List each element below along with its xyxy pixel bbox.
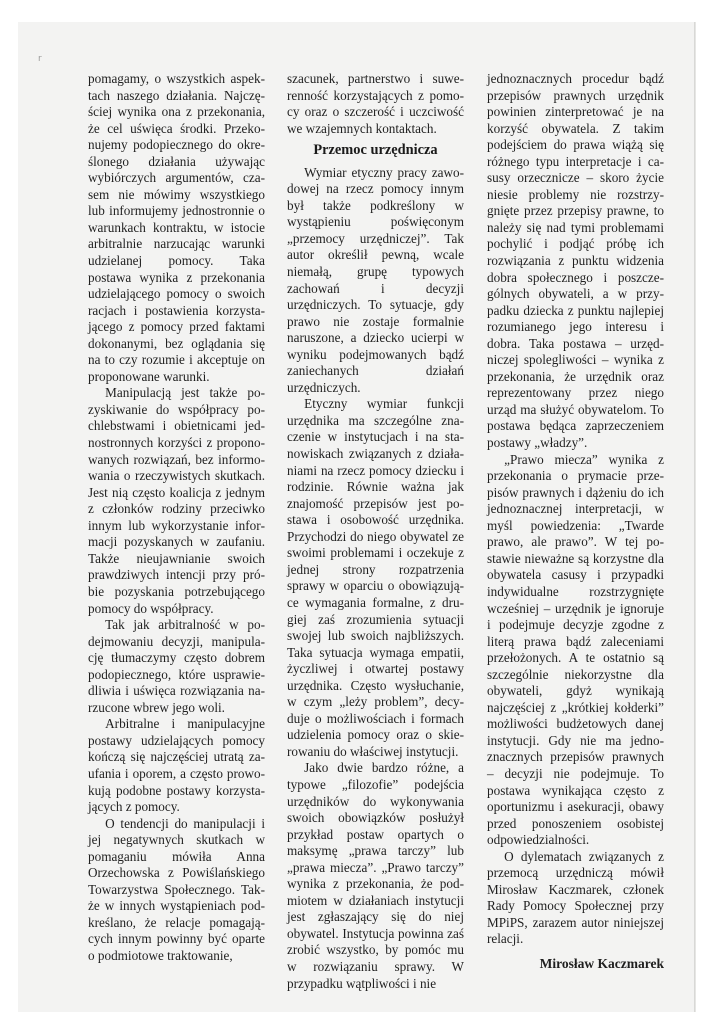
text-column-2 [287, 71, 464, 992]
text-column-3 [487, 71, 664, 973]
page-corner-mark: r [38, 54, 42, 64]
text-column-1 [88, 71, 265, 965]
paragraph: O tendencji do manipulacji i jej negatywnych skutkach w pomaganiu mówiła Anna Orzechowska z Powiślańskiego Towarzystwa Społecznego. Także w innych wystąpieniach podkreślano, że relacje pomagających innym powinny być oparte o podmiotowe traktowanie, [88, 815, 265, 963]
author-signature: Mirosław Kaczmarek [539, 955, 664, 971]
paragraph: Wymiar etyczny pracy zawodowej na rzecz pomocy innym był także podkreślony w wystąpieniu poświęconym „przemocy urzędniczej”. Tak autor określił pewną, wcale niemałą, grupę typowych zachowań i decyzji urzędniczych. To sytuacje, gdy prawo nie zostaje formalnie naruszone, a dziecko ucierpi w wyniku podejmowanych bądź zaniechanych działań urzędniczych. [287, 164, 464, 395]
paragraph: Etyczny wymiar funkcji urzędnika ma szczególne znaczenie w instytucjach i na stanowiskach związanych z działaniami na rzecz pomocy dziecku i rodzinie. Równie ważna jak znajomość przepisów jest postawa i osobowość urzędnika. Przychodzi do niego obywatel ze swoimi problemami i oczekuje z jednej strony rozpatrzenia sprawy w oparciu o obowiązujące wymagania formalne, z drugiej zaś zrozumienia sytuacji swojej lub swoich najbliższych. Taka sytuacja wymaga empatii, życzliwej i otwartej postawy urzędnika. Często wysłuchanie, w czym „leży problem”, decyduje o możliwościach i formach udzielenia pomocy oraz o skierowaniu do właściwej instytucji. [287, 396, 464, 759]
paragraph: O dylematach związanych z przemocą urzędniczą mówił Mirosław Kaczmarek, członek Rady Pomocy Społecznej przy MPiPS, zarazem autor niniejszej relacji. [487, 848, 664, 947]
paragraph: szacunek, partnerstwo i suwerenność korzystających z pomocy oraz o szczerość i uczciwość we wzajemnych kontaktach. [287, 71, 464, 136]
paragraph: Arbitralne i manipulacyjne postawy udzielających pomocy kończą się najczęściej utratą zaufania i oporem, a często prowokują podobne postawy korzystających z pomocy. [88, 716, 265, 815]
paragraph: Manipulacją jest także pozyskiwanie do współpracy pochlebstwami i obietnicami jednostronnych korzyści z proponowanych rozwiązań, bez informowania o rzeczywistych skutkach. Jest nią często koalicja z jednym z członków rodziny przeciwko innym lub wykorzystanie informacji pozyskanych w zaufaniu. Także nieujawnianie swoich prawdziwych intencji przy próbie pozyskania potrzebującego pomocy do współpracy. [88, 385, 265, 616]
scanned-page [18, 22, 695, 1012]
paragraph: pomagamy, o wszystkich aspektach naszego działania. Najczęściej wynika ona z przekonania, że cel uświęca środki. Przekonujemy podopiecznego do określonego działania używając wybiórczych argumentów, czasem nie mówimy wszystkiego lub informujemy jednostronnie o warunkach kontraktu, w istocie arbitralnie narzucając warunki udzielanej pomocy. Taka postawa wynika z przekonania udzielającego pomocy o swoich racjach i postawienia korzystającego z pomocy przed faktami dokonanymi, bez oglądania się na to czy rozumie i akceptuje on proponowane warunki. [88, 71, 265, 384]
paragraph: jednoznacznych procedur bądź przepisów prawnych urzędnik powinien zinterpretować je na korzyść obywatela. Z takim podejściem do prawa wiążą się różnego typu interpretacje i casusy orzecznicze – skoro życie niesie problemy nie rozstrzygnięte przez przepisy prawne, to należy się nad tymi problemami pochylić i podjąć próbę ich rozwiązania z punktu widzenia dobra społecznego i poszczególnych obywateli, a w przypadku dziecka z punktu najlepiej rozumianego jego interesu i dobra. Taka postawa – urzędniczej spolegliwości – wynika z przekonania, że urzędnik oraz reprezentowany przez niego urząd ma służyć obywatelom. To postawa będąca zaprzeczeniem postawy „władzy”. [487, 71, 664, 451]
paragraph: Jako dwie bardzo różne, a typowe „filozofie” podejścia urzędników do wykonywania swoich obowiązków posłużył przykład postaw opartych o maksymę „prawa tarczy” lub „prawa miecza”. „Prawo tarczy” wynika z przekonania, że podmiotem w działaniach instytucji jest zgłaszający się do niej obywatel. Instytucja powinna zaś zrobić wszystko, by pomóc mu w rozwiązaniu sprawy. W przypadku wątpliwości i nie [287, 760, 464, 991]
paragraph: „Prawo miecza” wynika z przekonania o prymacie przepisów prawnych i dążeniu do ich jednoznacznej interpretacji, w myśl powiedzenia: „Twarde prawo, ale prawo”. W tej postawie nieważne są korzystne dla obywatela casusy i przypadki indywidualne rozstrzygnięte wcześniej – urzędnik je ignoruje i podejmuje decyzje zgodne z literą prawa bądź zaleceniami przełożonych. A te ostatnio są szczególnie niekorzystne dla obywateli, gdyż wynikają najczęściej z „krótkiej kołderki” możliwości budżetowych danej instytucji. Gdy nie ma jednoznacznych przepisów prawnych – decyzji nie podejmuje. To postawa wynikająca często z oportunizmu i asekuracji, obawy przed ponoszeniem osobistej odpowiedzialności. [487, 451, 664, 848]
paragraph: Tak jak arbitralność w podejmowaniu decyzji, manipulację tłumaczymy często dobrem podopiecznego, które usprawiedliwia i uświęca rozwiązania narzucone wbrew jego woli. [88, 617, 265, 715]
section-heading: Przemoc urzędnicza [313, 142, 438, 159]
